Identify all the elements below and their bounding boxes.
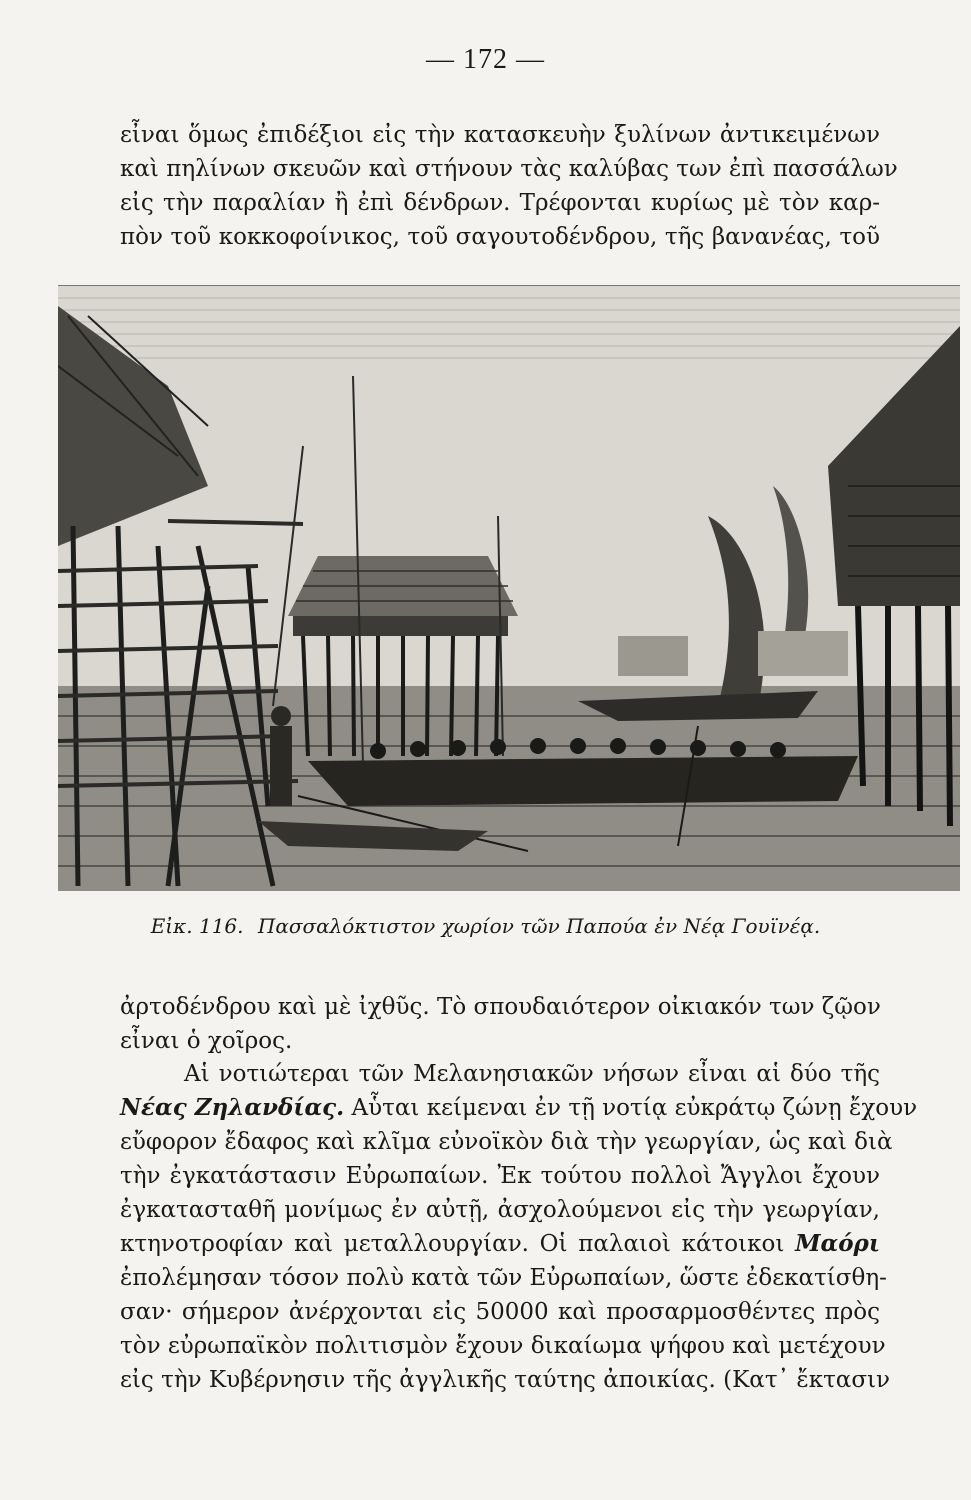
top-paragraph bbox=[120, 118, 898, 254]
text-line bbox=[120, 1091, 918, 1125]
stilt-village-picture bbox=[58, 286, 960, 891]
text-line: καὶ πηλίνων σκευῶν καὶ στήνουν τὰς καλύβας των ἐπὶ πασσάλων bbox=[120, 156, 898, 182]
text-line: Αἱ νοτιώτεραι τῶν Μελανησιακῶν νήσων εἶναι αἱ δύο τῆς bbox=[184, 1061, 880, 1087]
text-line: εἶναι ὁ χοῖρος. bbox=[120, 1028, 293, 1054]
new-zealand-term: Νέας Ζηλανδίας. bbox=[120, 1094, 345, 1121]
text-line: τὸν εὐρωπαϊκὸν πολιτισμὸν ἔχουν δικαίωμα ψήφου καὶ μετέχουν bbox=[120, 1333, 886, 1359]
text-line: ἐπολέμησαν τόσον πολὺ κατὰ τῶν Εὐρωπαίων, ὥστε ἐδεκατίσθη- bbox=[120, 1265, 887, 1291]
text-line bbox=[120, 1227, 880, 1261]
text-line-start: κτηνοτροφίαν καὶ μεταλλουργίαν. Οἱ παλαιοὶ κάτοικοι bbox=[120, 1231, 796, 1257]
text-line: εἰς τὴν Κυβέρνησιν τῆς ἀγγλικῆς ταύτης ἀποικίας. (Κατ᾽ ἔκτασιν bbox=[120, 1367, 891, 1393]
figure-number: Εἰκ. 116. bbox=[150, 914, 244, 938]
text-line: εἰς τὴν παραλίαν ἢ ἐπὶ δένδρων. Τρέφονται κυρίως μὲ τὸν καρ- bbox=[120, 190, 880, 216]
text-line: ἐγκατασταθῆ μονίμως ἐν αὐτῇ, ἀσχολούμενοι εἰς τὴν γεωργίαν, bbox=[120, 1197, 880, 1223]
bottom-paragraph-2 bbox=[120, 1057, 918, 1397]
text-line: τὴν ἐγκατάστασιν Εὐρωπαίων. Ἐκ τούτου πολλοὶ Ἄγγλοι ἔχουν bbox=[120, 1163, 880, 1189]
text-line: εὔφορον ἔδαφος καὶ κλῖμα εὐνοϊκὸν διὰ τὴν γεωργίαν, ὡς καὶ διὰ bbox=[120, 1129, 893, 1155]
text-line-rest: Αὗται κείμεναι ἐν τῇ νοτίᾳ εὐκράτῳ ζώνῃ ἔχουν bbox=[344, 1095, 918, 1121]
maori-term: Μαόρι bbox=[795, 1230, 880, 1257]
text-line: εἶναι ὅμως ἐπιδέξιοι εἰς τὴν κατασκευὴν ξυλίνων ἀντικειμένων bbox=[120, 122, 880, 148]
figure-caption-text: Πασσαλόκτιστον χωρίον τῶν Παπούα ἐν Νέᾳ Γουϊνέᾳ. bbox=[257, 914, 821, 938]
figure-caption bbox=[0, 914, 971, 938]
text-line: πὸν τοῦ κοκκοφοίνικος, τοῦ σαγουτοδένδρου, τῆς βανανέας, τοῦ bbox=[120, 224, 880, 250]
text-line: ἀρτοδένδρου καὶ μὲ ἰχθῦς. Τὸ σπουδαιότερον οἰκιακόν των ζῷον bbox=[120, 994, 881, 1020]
bottom-paragraph-1 bbox=[120, 990, 880, 1058]
text-line: σαν· σήμερον ἀνέρχονται εἰς 50000 καὶ προσαρμοσθέντες πρὸς bbox=[120, 1299, 880, 1325]
page-number: — 172 — bbox=[426, 44, 545, 75]
engraving-illustration bbox=[58, 285, 960, 891]
